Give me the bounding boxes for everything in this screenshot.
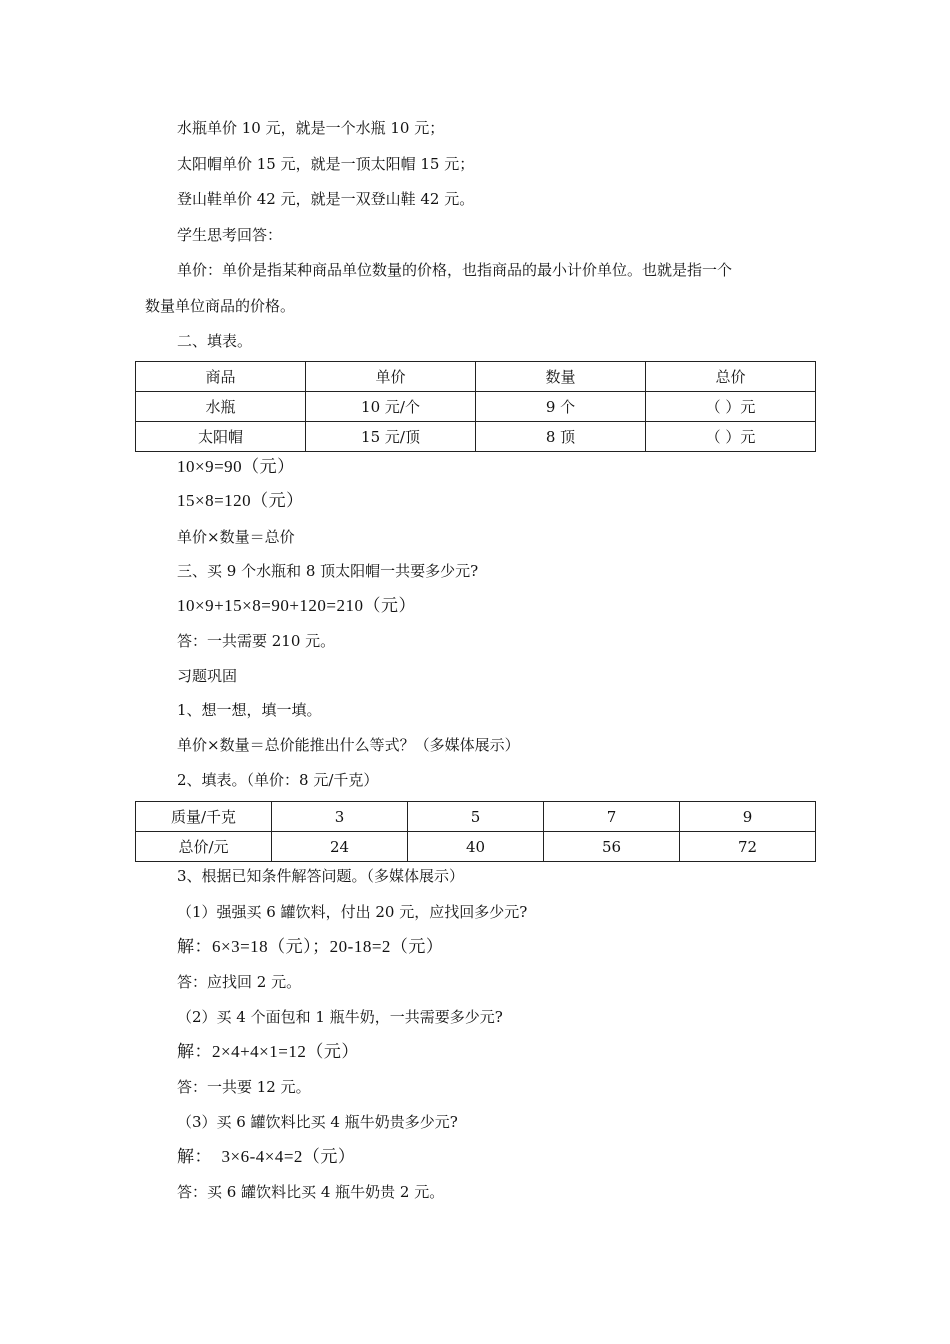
exercise-one-title: 1、想一想，填一填。 <box>177 701 322 719</box>
price-table <box>135 361 816 452</box>
table-cell: 9 个 <box>476 392 646 422</box>
exercise-one-question: 单价×数量＝总价能推出什么等式？（多媒体展示） <box>177 736 520 754</box>
table-cell: 总价/元 <box>136 832 272 862</box>
table-header-cell: 商品 <box>136 362 306 392</box>
table-header-row <box>136 362 816 392</box>
answer-combined-total: 答：一共需要 210 元。 <box>177 632 336 650</box>
table-cell: 15 元/顶 <box>306 422 476 452</box>
text-line-students-answer: 学生思考回答： <box>177 226 283 244</box>
table-header-cell: 总价 <box>646 362 816 392</box>
table-cell: 56 <box>544 832 680 862</box>
section-heading-fill-table: 二、填表。 <box>177 332 253 350</box>
answer-two: 答：一共要 12 元。 <box>177 1078 311 1096</box>
table-cell: 水瓶 <box>136 392 306 422</box>
table-cell: 8 顶 <box>476 422 646 452</box>
exercise-two-title: 2、填表。（单价：8 元/千克） <box>177 771 379 789</box>
text-line-hiking-shoes-price: 登山鞋单价 42 元，就是一双登山鞋 42 元。 <box>177 190 475 208</box>
text-line-unit-price-definition: 单价：单价是指某种商品单位数量的价格，也指商品的最小计价单位。也就是指一个 <box>177 261 733 279</box>
table-cell: 10 元/个 <box>306 392 476 422</box>
section-heading-exercises: 习题巩固 <box>177 667 238 685</box>
table-row <box>136 422 816 452</box>
table-cell: 40 <box>408 832 544 862</box>
text-line-water-bottle-price: 水瓶单价 10 元，就是一个水瓶 10 元； <box>177 119 445 137</box>
answer-one: 答：应找回 2 元。 <box>177 973 302 991</box>
solution-one: 解：6×3=18（元）；20-18=2（元） <box>177 937 444 956</box>
table-header-cell: 数量 <box>476 362 646 392</box>
table-cell: 3 <box>272 802 408 832</box>
table-cell: 7 <box>544 802 680 832</box>
equation-combined-total: 10×9+15×8=90+120=210（元） <box>177 596 417 615</box>
mass-price-table <box>135 801 816 862</box>
solution-three: 解： 3×6-4×4=2（元） <box>177 1147 356 1166</box>
question-three: （3）买 6 罐饮料比买 4 瓶牛奶贵多少元? <box>177 1113 458 1131</box>
table-cell: 质量/千克 <box>136 802 272 832</box>
table-row <box>136 392 816 422</box>
exercise-three-title: 3、根据已知条件解答问题。（多媒体展示） <box>177 867 465 885</box>
table-row <box>136 832 816 862</box>
text-line-sun-hat-price: 太阳帽单价 15 元，就是一顶太阳帽 15 元； <box>177 155 475 173</box>
table-cell: （ ）元 <box>646 392 816 422</box>
solution-two: 解：2×4+4×1=12（元） <box>177 1042 359 1061</box>
equation-sun-hat-total: 15×8=120（元） <box>177 491 304 510</box>
text-line-unit-price-definition-cont: 数量单位商品的价格。 <box>145 297 296 315</box>
table-cell: 72 <box>680 832 816 862</box>
answer-three: 答：买 6 罐饮料比买 4 瓶牛奶贵 2 元。 <box>177 1183 445 1201</box>
table-cell: 太阳帽 <box>136 422 306 452</box>
question-two: （2）买 4 个面包和 1 瓶牛奶，一共需要多少元? <box>177 1008 503 1026</box>
table-header-cell: 单价 <box>306 362 476 392</box>
question-one: （1）强强买 6 罐饮料，付出 20 元，应找回多少元? <box>177 903 528 921</box>
formula-price-quantity-total: 单价×数量＝总价 <box>177 528 295 546</box>
table-cell: 24 <box>272 832 408 862</box>
table-row <box>136 802 816 832</box>
equation-water-bottle-total: 10×9=90（元） <box>177 457 295 476</box>
table-cell: （ ）元 <box>646 422 816 452</box>
table-cell: 5 <box>408 802 544 832</box>
section-heading-question-three: 三、买 9 个水瓶和 8 顶太阳帽一共要多少元? <box>177 562 479 580</box>
table-cell: 9 <box>680 802 816 832</box>
